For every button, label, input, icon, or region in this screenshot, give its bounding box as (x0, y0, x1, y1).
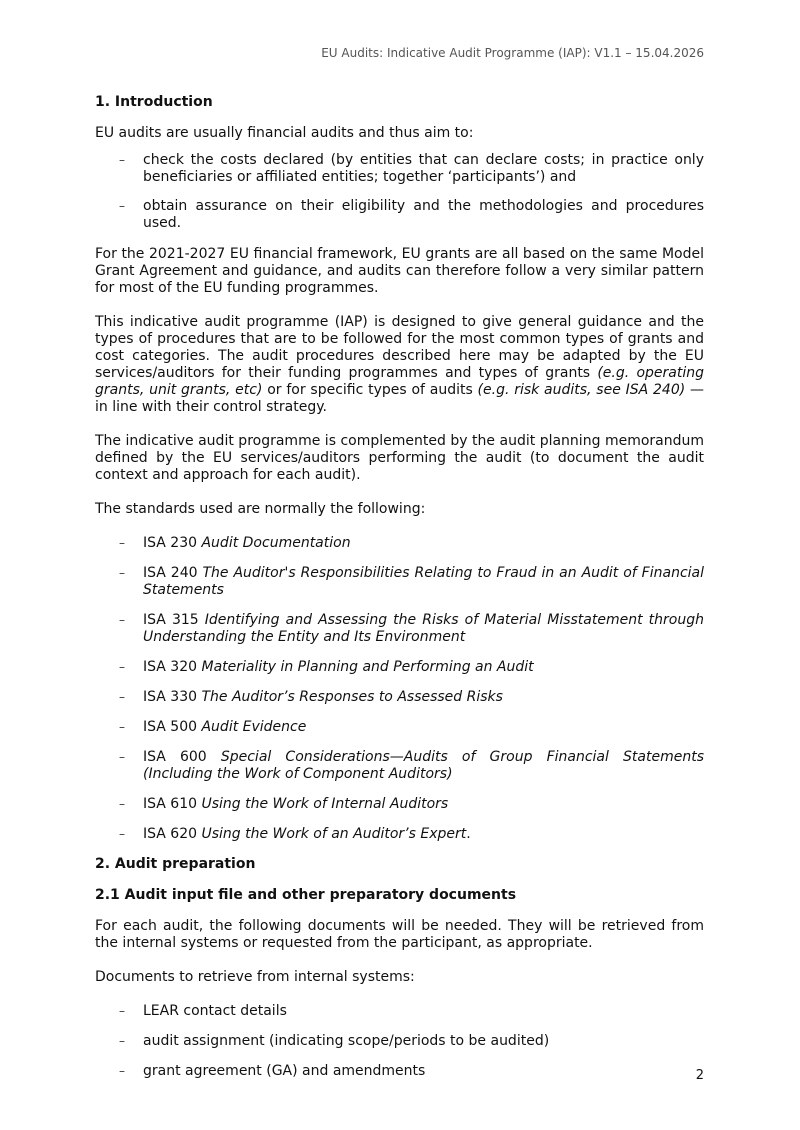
standard-item (95, 535, 704, 552)
dash-bullet: – (119, 690, 125, 704)
section-1-heading: 1. Introduction (95, 94, 213, 110)
dash-bullet: – (119, 199, 125, 213)
dash-bullet: – (119, 827, 125, 841)
standard-title: Using the Work of Internal Auditors (201, 796, 449, 812)
list-item-text: check the costs declared (by entities that can declare costs; in practice only beneficiaries or affiliated entities; together ‘participants’) and (143, 152, 704, 185)
standard-code: ISA 330 (143, 689, 202, 705)
aims-list (95, 152, 704, 232)
standard-code: ISA 610 (143, 796, 202, 812)
page-number: 2 (695, 1068, 704, 1083)
standards-intro: The standards used are normally the following: (95, 501, 426, 517)
dash-bullet: – (119, 720, 125, 734)
page-header: EU Audits: Indicative Audit Programme (IAP): V1.1 – 15.04.2026 (321, 46, 704, 60)
standard-code: ISA 240 (143, 565, 203, 581)
standard-title: Materiality in Planning and Performing an Audit (201, 659, 534, 675)
standard-code: ISA 500 (143, 719, 202, 735)
list-item (95, 1033, 704, 1050)
standard-item (95, 659, 704, 676)
standard-item (95, 689, 704, 706)
iap-italic-1: (e.g. operating grants, unit grants, etc) (95, 365, 704, 398)
list-item (95, 152, 704, 186)
standard-title: Audit Evidence (201, 719, 307, 735)
standard-item (95, 749, 704, 783)
dash-bullet: – (119, 797, 125, 811)
document-body (95, 94, 704, 1093)
list-item (95, 1003, 704, 1020)
standard-item (95, 826, 704, 843)
iap-text-3: — in line with their control strategy. (95, 382, 704, 415)
retrieve-intro: Documents to retrieve from internal systems: (95, 969, 415, 985)
standard-item (95, 612, 704, 646)
standard-code: ISA 230 (143, 535, 202, 551)
retrieve-list (95, 1003, 704, 1080)
dash-bullet: – (119, 153, 125, 167)
list-item (95, 1063, 704, 1080)
list-item-text: LEAR contact details (143, 1003, 287, 1019)
section-2-heading: 2. Audit preparation (95, 856, 256, 872)
list-item-text: obtain assurance on their eligibility and the methodologies and procedures used. (143, 198, 704, 231)
standard-title: Special Considerations—Audits of Group Financial Statements (Including the Work of Component Auditors) (143, 749, 704, 782)
standard-title: Identifying and Assessing the Risks of Material Misstatement through Understanding the Entity and Its Environment (143, 612, 704, 645)
dash-bullet: – (119, 750, 125, 764)
iap-text-2: or for specific types of audits (262, 382, 478, 398)
docs-paragraph: For each audit, the following documents will be needed. They will be retrieved from the internal systems or requested from the participant, as appropriate. (95, 918, 704, 951)
standard-item (95, 796, 704, 813)
standard-title: Using the Work of an Auditor’s Expert (201, 826, 467, 842)
iap-paragraph (95, 314, 704, 416)
dash-bullet: – (119, 536, 125, 550)
list-item-text: audit assignment (indicating scope/periods to be audited) (143, 1033, 550, 1049)
standard-title: Audit Documentation (201, 535, 351, 551)
dash-bullet: – (119, 566, 125, 580)
section-2-1-heading: 2.1 Audit input file and other preparatory documents (95, 887, 517, 903)
intro-paragraph: EU audits are usually financial audits and thus aim to: (95, 125, 474, 141)
standard-item (95, 565, 704, 599)
standard-item (95, 719, 704, 736)
framework-paragraph: For the 2021-2027 EU financial framework, EU grants are all based on the same Model Grant Agreement and guidance, and audits can therefore follow a very similar pattern for most of the EU funding programmes. (95, 246, 704, 296)
list-item-text: grant agreement (GA) and amendments (143, 1063, 426, 1079)
standard-suffix: . (466, 826, 471, 842)
standard-code: ISA 315 (143, 612, 205, 628)
iap-italic-2: (e.g. risk audits, see ISA 240) (477, 382, 686, 398)
dash-bullet: – (119, 1034, 125, 1048)
dash-bullet: – (119, 1064, 125, 1078)
list-item (95, 198, 704, 232)
dash-bullet: – (119, 1004, 125, 1018)
standard-code: ISA 620 (143, 826, 202, 842)
standards-list (95, 535, 704, 843)
iap-text-1: This indicative audit programme (IAP) is designed to give general guidance and the types of procedures that are to be followed for the most common types of grants and cost categories. The audit procedures described here may be adapted by the EU services/auditors for their funding programmes and types of grants (95, 314, 704, 381)
dash-bullet: – (119, 660, 125, 674)
standard-title: The Auditor's Responsibilities Relating to Fraud in an Audit of Financial Statements (143, 565, 704, 598)
dash-bullet: – (119, 613, 125, 627)
standard-code: ISA 600 (143, 749, 221, 765)
standard-code: ISA 320 (143, 659, 202, 675)
memo-paragraph: The indicative audit programme is complemented by the audit planning memorandum defined by the EU services/auditors performing the audit (to document the audit context and approach for each audit). (95, 433, 704, 483)
standard-title: The Auditor’s Responses to Assessed Risks (201, 689, 503, 705)
